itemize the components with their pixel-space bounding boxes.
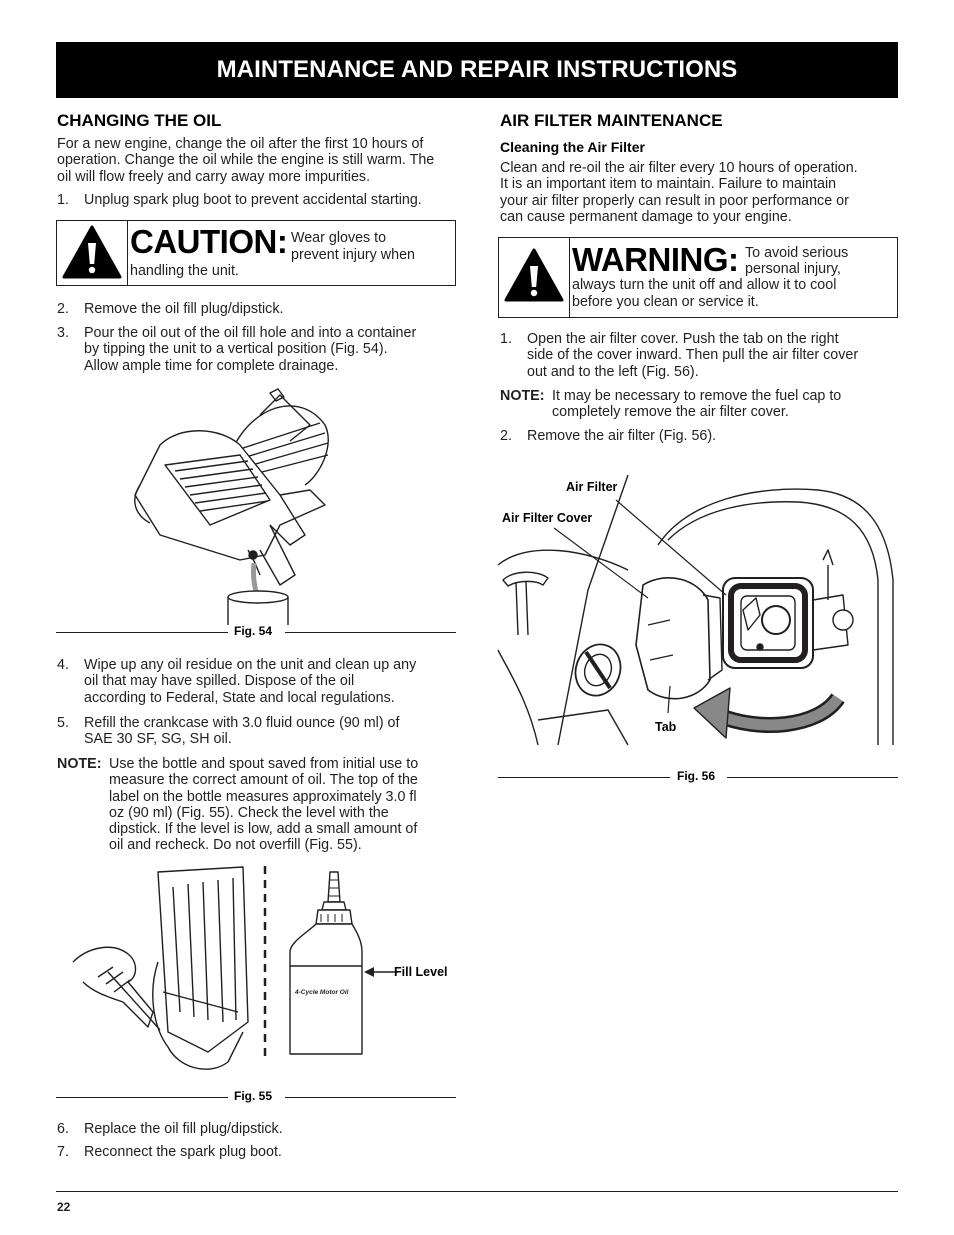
step-3 <box>57 325 457 375</box>
step-number: 3. <box>57 325 69 341</box>
air-filter-cover-label: Air Filter Cover <box>502 511 593 525</box>
step-line: oil that may have spilled. Dispose of the oil <box>84 673 355 690</box>
warning-text-line: always turn the unit off and allow it to cool <box>572 277 837 293</box>
note-line: Use the bottle and spout saved from initial use to <box>109 756 419 772</box>
warning-box <box>498 237 898 318</box>
note-oil-measure <box>57 756 457 856</box>
page-number: 22 <box>57 1200 71 1214</box>
caution-box <box>56 220 456 286</box>
intro-line: your air filter properly can result in poor performance or <box>500 192 849 209</box>
intro-line: For a new engine, change the oil after the first 10 hours of <box>57 136 424 152</box>
step-text: Unplug spark plug boot to prevent accidental starting. <box>84 192 422 208</box>
step-line: out and to the left (Fig. 56). <box>527 363 699 380</box>
fig-56-rule-right <box>727 777 898 778</box>
caution-icon-cell <box>57 221 128 285</box>
step-5 <box>57 715 457 749</box>
changing-oil-heading: CHANGING THE OIL <box>57 111 222 130</box>
step-number: 1. <box>57 192 69 208</box>
note-line: label on the bottle measures approximately 3.0 fl <box>109 788 417 805</box>
intro-line: Clean and re-oil the air filter every 10 hours of operation. <box>500 160 858 176</box>
note-label: NOTE: <box>500 388 545 404</box>
warning-triangle-icon <box>499 238 569 316</box>
fig-54-rule-left <box>56 632 228 633</box>
step-number: 2. <box>57 301 69 317</box>
note-line: completely remove the air filter cover. <box>552 404 789 421</box>
warning-text-line: before you clean or service it. <box>572 294 759 310</box>
note-line: dipstick. If the level is low, add a small amount of <box>109 821 418 838</box>
caution-text-line: Wear gloves to <box>291 230 387 246</box>
step-2 <box>57 301 457 318</box>
intro-line: can cause permanent damage to your engine. <box>500 208 792 225</box>
intro-line: It is an important item to maintain. Failure to maintain <box>500 176 837 193</box>
tab-label: Tab <box>655 720 677 734</box>
fig-54-rule-right <box>285 632 456 633</box>
step-text: Remove the oil fill plug/dipstick. <box>84 301 284 317</box>
step-text <box>84 325 416 374</box>
note-line: measure the correct amount of oil. The top of the <box>109 772 418 789</box>
af-step-2 <box>500 428 900 445</box>
intro-line: operation. Change the oil while the engine is still warm. The <box>57 152 435 169</box>
step-number: 6. <box>57 1121 69 1137</box>
caution-word: CAUTION: <box>130 223 288 260</box>
footer-rule <box>56 1191 898 1192</box>
fig-55-rule-right <box>285 1097 456 1098</box>
note-line: oz (90 ml) (Fig. 55). Check the level with the <box>109 804 389 821</box>
step-line: side of the cover inward. Then pull the air filter cover <box>527 347 859 364</box>
step-line: Wipe up any oil residue on the unit and clean up any <box>84 657 417 673</box>
step-number: 4. <box>57 657 69 673</box>
step-number: 5. <box>57 715 69 731</box>
fig-55-rule-left <box>56 1097 228 1098</box>
warning-text-line: personal injury, <box>745 261 841 277</box>
af-step-1 <box>500 331 900 381</box>
step-line: by tipping the unit to a vertical position (Fig. 54). <box>84 341 388 358</box>
intro-line: oil will flow freely and carry away more impurities. <box>57 168 371 185</box>
step-text <box>527 331 858 380</box>
warning-triangle-icon <box>57 221 127 284</box>
note-text <box>552 388 902 421</box>
cleaning-air-filter-subheading: Cleaning the Air Filter <box>500 139 645 155</box>
step-6 <box>57 1121 457 1138</box>
note-line: It may be necessary to remove the fuel cap to <box>552 388 842 404</box>
changing-oil-intro <box>57 136 457 185</box>
bottle-label-text: 4-Cycle Motor Oil <box>295 989 349 996</box>
fig-56-rule-left <box>498 777 670 778</box>
fig-54-caption: Fig. 54 <box>234 624 273 638</box>
fig-54-illustration <box>120 385 370 625</box>
fig-55-caption: Fig. 55 <box>234 1089 273 1103</box>
step-text: Reconnect the spark plug boot. <box>84 1144 282 1160</box>
step-number: 2. <box>500 428 512 444</box>
warning-icon-cell <box>499 238 570 317</box>
step-line: Refill the crankcase with 3.0 fluid ounce (90 ml) of <box>84 715 400 731</box>
fill-level-label: Fill Level <box>394 965 448 979</box>
caution-text-line: prevent injury when <box>291 247 415 263</box>
step-4 <box>57 657 457 707</box>
step-1 <box>57 192 457 209</box>
note-text <box>109 756 459 854</box>
note-fuel-cap <box>500 388 900 422</box>
air-filter-intro <box>500 160 900 225</box>
caution-text-line: handling the unit. <box>130 263 239 279</box>
step-number: 7. <box>57 1144 69 1160</box>
step-text <box>84 657 416 706</box>
step-7 <box>57 1144 457 1161</box>
air-filter-label: Air Filter <box>566 480 618 494</box>
section-title: MAINTENANCE AND REPAIR INSTRUCTIONS <box>216 56 738 83</box>
air-filter-heading: AIR FILTER MAINTENANCE <box>500 111 723 130</box>
section-header-banner <box>56 42 898 98</box>
step-text <box>84 715 399 748</box>
step-line: Open the air filter cover. Push the tab on the right <box>527 331 839 347</box>
step-line: according to Federal, State and local regulations. <box>84 689 395 706</box>
note-line: oil and recheck. Do not overfill (Fig. 55). <box>109 837 362 854</box>
step-line: Pour the oil out of the oil fill hole and into a container <box>84 325 417 341</box>
warning-word: WARNING: <box>572 241 739 278</box>
step-line: Allow ample time for complete drainage. <box>84 357 339 374</box>
step-line: SAE 30 SF, SG, SH oil. <box>84 731 232 748</box>
note-label: NOTE: <box>57 756 102 772</box>
warning-text-line: To avoid serious <box>745 245 849 261</box>
step-text: Remove the air filter (Fig. 56). <box>527 428 717 444</box>
step-text: Replace the oil fill plug/dipstick. <box>84 1121 283 1137</box>
fig-56-caption: Fig. 56 <box>677 769 716 783</box>
step-number: 1. <box>500 331 512 347</box>
